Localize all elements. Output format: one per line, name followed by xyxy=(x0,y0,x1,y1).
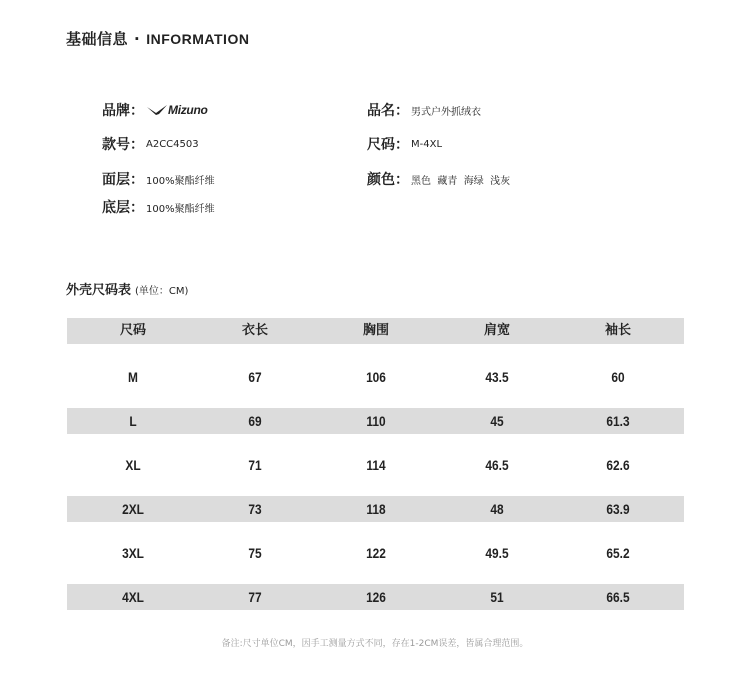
cell-chest: 126 xyxy=(366,589,386,605)
page-title xyxy=(66,28,249,49)
size-label: 尺码： xyxy=(367,137,409,153)
cell-size: 2XL xyxy=(122,501,144,517)
cell-chest: 106 xyxy=(366,369,386,385)
name-value: 男式户外抓绒衣 xyxy=(411,106,481,118)
info-lining xyxy=(102,197,215,217)
cell-sleeve: 65.2 xyxy=(606,545,630,561)
title-cn: 基础信息 xyxy=(66,30,129,48)
table-header-row xyxy=(67,318,684,344)
cell-shoulder: 45 xyxy=(490,413,504,429)
title-separator: · xyxy=(134,30,141,48)
cell-sleeve: 61.3 xyxy=(606,413,630,429)
table-row xyxy=(67,496,684,522)
cell-length: 69 xyxy=(248,413,262,429)
header-size: 尺码 xyxy=(119,323,146,338)
title-en: INFORMATION xyxy=(146,31,250,47)
cell-size: 3XL xyxy=(122,545,144,561)
cell-chest: 110 xyxy=(366,413,386,429)
cell-chest: 118 xyxy=(366,501,386,517)
shell-label: 面层： xyxy=(102,172,144,188)
info-color xyxy=(367,169,510,189)
mizuno-logo xyxy=(146,103,208,117)
cell-shoulder: 48 xyxy=(490,501,504,517)
cell-length: 71 xyxy=(248,457,262,473)
cell-length: 77 xyxy=(248,589,262,605)
brand-label: 品牌： xyxy=(102,103,144,119)
header-length: 衣长 xyxy=(241,323,268,338)
size-value: M-4XL xyxy=(411,138,443,150)
cell-length: 73 xyxy=(248,501,262,517)
size-chart-title xyxy=(66,279,188,298)
lining-value: 100%聚酯纤维 xyxy=(146,203,215,215)
info-shell xyxy=(102,169,215,189)
footnote: 备注:尺寸单位CM，因手工测量方式不同，存在1-2CM误差，皆属合理范围。 xyxy=(221,639,529,649)
cell-shoulder: 51 xyxy=(490,589,504,605)
info-style xyxy=(102,134,199,154)
table-row xyxy=(67,364,684,390)
style-label: 款号： xyxy=(102,137,144,153)
runbird-icon xyxy=(146,104,168,116)
cell-sleeve: 66.5 xyxy=(606,589,630,605)
info-brand xyxy=(102,100,208,120)
cell-sleeve: 63.9 xyxy=(606,501,630,517)
shell-value: 100%聚酯纤维 xyxy=(146,175,215,187)
size-chart-table xyxy=(67,318,684,610)
table-row xyxy=(67,452,684,478)
info-name xyxy=(367,100,481,120)
header-sleeve: 袖长 xyxy=(604,323,631,338)
cell-shoulder: 43.5 xyxy=(485,369,509,385)
cell-size: XL xyxy=(125,457,141,473)
style-value: A2CC4503 xyxy=(146,138,199,150)
info-size xyxy=(367,134,442,154)
cell-sleeve: 60 xyxy=(611,369,625,385)
lining-label: 底层： xyxy=(102,200,144,216)
color-label: 颜色： xyxy=(367,172,409,188)
cell-length: 75 xyxy=(248,545,262,561)
size-chart-title-text: 外壳尺码表 xyxy=(66,283,132,298)
header-chest: 胸围 xyxy=(362,323,389,338)
brand-wordmark: Mizuno xyxy=(168,103,208,117)
cell-chest: 114 xyxy=(366,457,386,473)
cell-size: L xyxy=(129,413,137,429)
cell-size: 4XL xyxy=(122,589,144,605)
cell-length: 67 xyxy=(248,369,262,385)
name-label: 品名： xyxy=(367,103,409,119)
cell-shoulder: 46.5 xyxy=(485,457,509,473)
cell-chest: 122 xyxy=(366,545,386,561)
color-value: 黑色 藏青 海绿 浅灰 xyxy=(411,175,511,187)
cell-sleeve: 62.6 xyxy=(606,457,630,473)
table-row xyxy=(67,408,684,434)
table-row xyxy=(67,540,684,566)
cell-size: M xyxy=(128,369,138,385)
cell-shoulder: 49.5 xyxy=(485,545,509,561)
table-row xyxy=(67,584,684,610)
header-shoulder: 肩宽 xyxy=(483,323,510,338)
size-chart-unit: (单位：CM) xyxy=(135,286,189,297)
